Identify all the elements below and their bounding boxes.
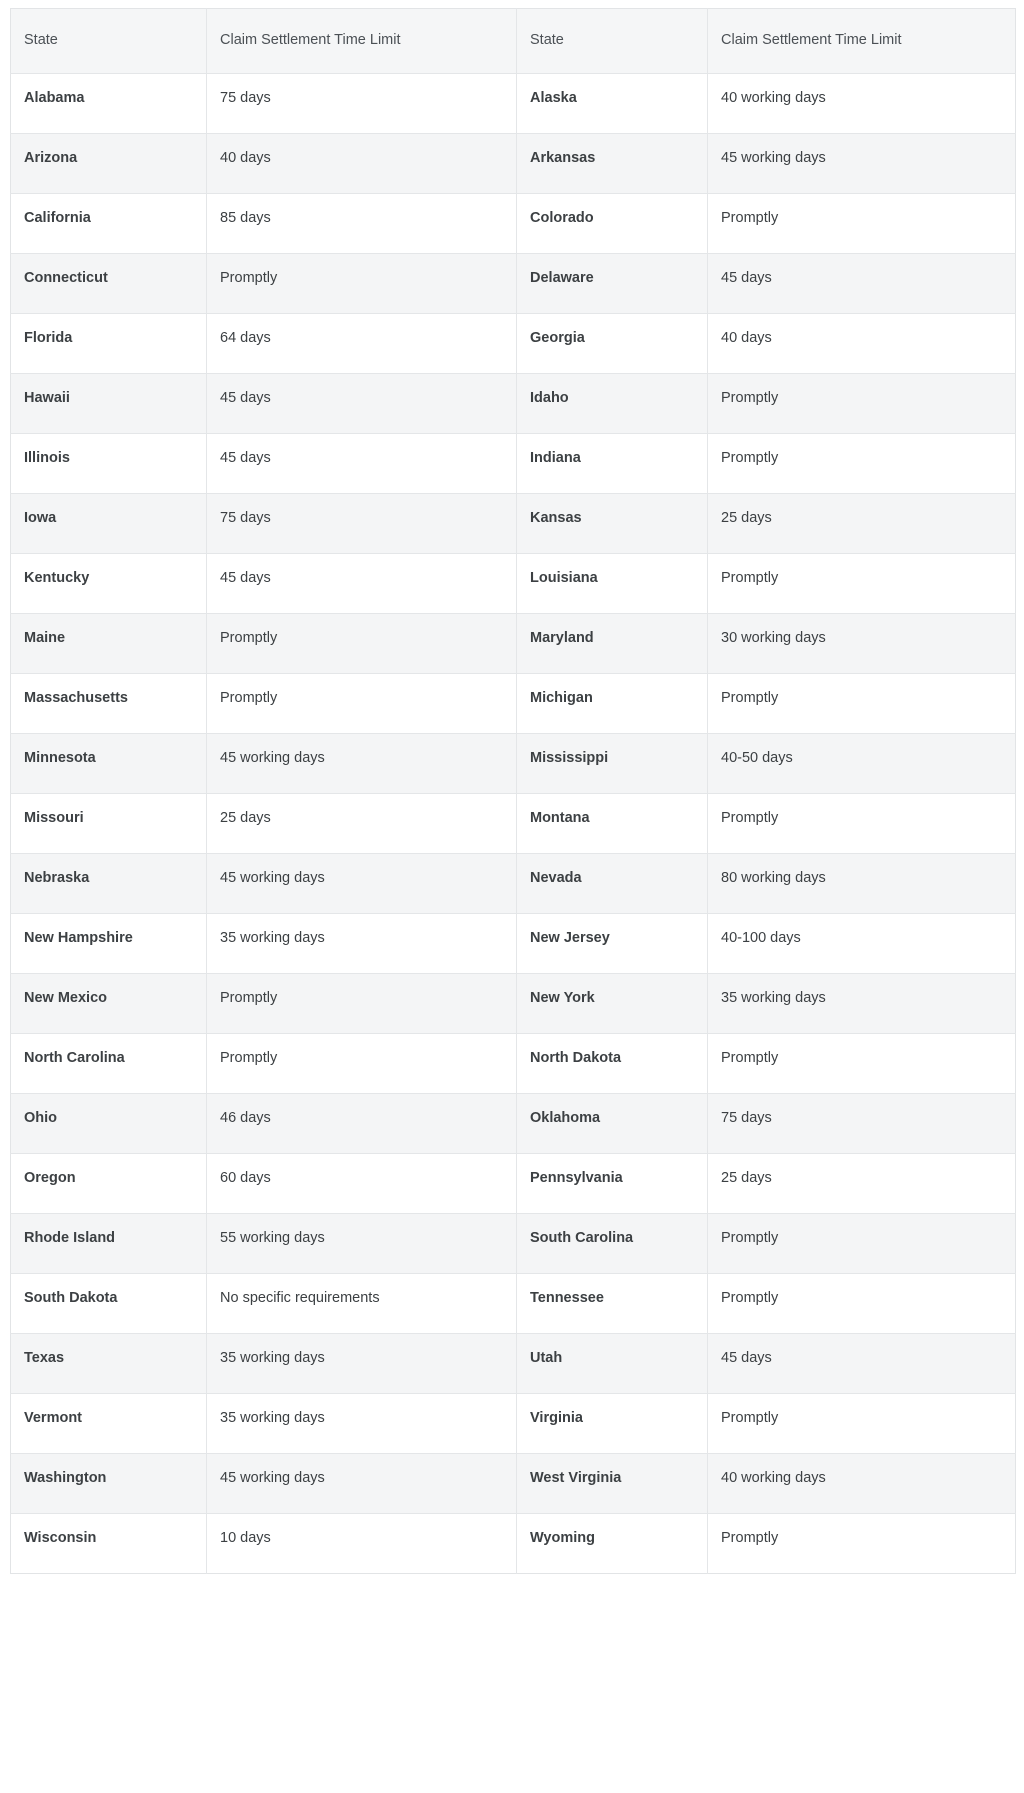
cell-claim-settlement-time-limit-left: 85 days	[207, 194, 517, 254]
cell-state-right: Nevada	[517, 854, 708, 914]
table-row	[11, 854, 1016, 914]
cell-claim-settlement-time-limit-left: 60 days	[207, 1154, 517, 1214]
cell-state-right: Arkansas	[517, 134, 708, 194]
cell-claim-settlement-time-limit-left: 10 days	[207, 1514, 517, 1574]
cell-state-right: Alaska	[517, 74, 708, 134]
cell-state-left: Maine	[11, 614, 207, 674]
cell-claim-settlement-time-limit-right: 35 working days	[708, 974, 1016, 1034]
cell-claim-settlement-time-limit-right: Promptly	[708, 1214, 1016, 1274]
table-row	[11, 314, 1016, 374]
cell-claim-settlement-time-limit-left: 75 days	[207, 494, 517, 554]
cell-state-left: Minnesota	[11, 734, 207, 794]
cell-state-right: Montana	[517, 794, 708, 854]
cell-claim-settlement-time-limit-right: Promptly	[708, 1514, 1016, 1574]
cell-claim-settlement-time-limit-left: Promptly	[207, 674, 517, 734]
cell-state-left: Nebraska	[11, 854, 207, 914]
cell-state-left: Missouri	[11, 794, 207, 854]
cell-claim-settlement-time-limit-right: 45 working days	[708, 134, 1016, 194]
table-row	[11, 734, 1016, 794]
cell-claim-settlement-time-limit-left: 45 working days	[207, 1454, 517, 1514]
table-row	[11, 1514, 1016, 1574]
cell-state-right: Georgia	[517, 314, 708, 374]
cell-state-left: California	[11, 194, 207, 254]
cell-claim-settlement-time-limit-left: 64 days	[207, 314, 517, 374]
cell-state-right: Indiana	[517, 434, 708, 494]
cell-state-right: Louisiana	[517, 554, 708, 614]
table-row	[11, 974, 1016, 1034]
cell-claim-settlement-time-limit-right: 25 days	[708, 1154, 1016, 1214]
cell-claim-settlement-time-limit-right: 45 days	[708, 1334, 1016, 1394]
table-row	[11, 1454, 1016, 1514]
cell-state-right: Kansas	[517, 494, 708, 554]
cell-claim-settlement-time-limit-left: 40 days	[207, 134, 517, 194]
cell-state-right: New Jersey	[517, 914, 708, 974]
cell-claim-settlement-time-limit-right: 40 working days	[708, 1454, 1016, 1514]
cell-claim-settlement-time-limit-right: 40-100 days	[708, 914, 1016, 974]
column-header-state-left: State	[11, 9, 207, 74]
cell-claim-settlement-time-limit-right: Promptly	[708, 554, 1016, 614]
cell-claim-settlement-time-limit-left: 45 working days	[207, 734, 517, 794]
cell-state-right: Idaho	[517, 374, 708, 434]
cell-claim-settlement-time-limit-right: 40-50 days	[708, 734, 1016, 794]
cell-state-left: Rhode Island	[11, 1214, 207, 1274]
table-row	[11, 1394, 1016, 1454]
cell-claim-settlement-time-limit-left: Promptly	[207, 974, 517, 1034]
cell-claim-settlement-time-limit-left: 55 working days	[207, 1214, 517, 1274]
table-row	[11, 1334, 1016, 1394]
cell-claim-settlement-time-limit-right: 25 days	[708, 494, 1016, 554]
cell-claim-settlement-time-limit-left: Promptly	[207, 254, 517, 314]
cell-state-left: Kentucky	[11, 554, 207, 614]
cell-claim-settlement-time-limit-left: 75 days	[207, 74, 517, 134]
table-header	[11, 9, 1016, 74]
cell-state-right: West Virginia	[517, 1454, 708, 1514]
cell-claim-settlement-time-limit-left: 45 days	[207, 374, 517, 434]
cell-claim-settlement-time-limit-right: Promptly	[708, 674, 1016, 734]
cell-state-left: Massachusetts	[11, 674, 207, 734]
cell-state-right: Pennsylvania	[517, 1154, 708, 1214]
table-row	[11, 74, 1016, 134]
cell-state-left: Arizona	[11, 134, 207, 194]
table-row	[11, 614, 1016, 674]
cell-state-left: Wisconsin	[11, 1514, 207, 1574]
cell-state-left: Hawaii	[11, 374, 207, 434]
table-row	[11, 914, 1016, 974]
cell-state-left: North Carolina	[11, 1034, 207, 1094]
cell-state-left: Alabama	[11, 74, 207, 134]
cell-claim-settlement-time-limit-left: Promptly	[207, 614, 517, 674]
cell-state-left: South Dakota	[11, 1274, 207, 1334]
cell-state-left: Oregon	[11, 1154, 207, 1214]
cell-claim-settlement-time-limit-right: Promptly	[708, 1394, 1016, 1454]
cell-state-left: Vermont	[11, 1394, 207, 1454]
cell-state-left: Washington	[11, 1454, 207, 1514]
cell-claim-settlement-time-limit-left: 25 days	[207, 794, 517, 854]
table-row	[11, 434, 1016, 494]
table-body	[11, 74, 1016, 1574]
cell-state-right: Michigan	[517, 674, 708, 734]
table-row	[11, 254, 1016, 314]
cell-state-right: North Dakota	[517, 1034, 708, 1094]
cell-claim-settlement-time-limit-left: 45 working days	[207, 854, 517, 914]
cell-state-right: Oklahoma	[517, 1094, 708, 1154]
table-row	[11, 494, 1016, 554]
cell-claim-settlement-time-limit-left: 45 days	[207, 554, 517, 614]
claim-settlement-time-limits-table	[10, 8, 1016, 1574]
cell-state-right: Wyoming	[517, 1514, 708, 1574]
table-row	[11, 794, 1016, 854]
cell-claim-settlement-time-limit-left: 35 working days	[207, 1394, 517, 1454]
table-row	[11, 1214, 1016, 1274]
column-header-claim-settlement-time-limit-left: Claim Settlement Time Limit	[207, 9, 517, 74]
cell-state-left: Ohio	[11, 1094, 207, 1154]
cell-state-right: Mississippi	[517, 734, 708, 794]
cell-claim-settlement-time-limit-right: Promptly	[708, 194, 1016, 254]
column-header-state-right: State	[517, 9, 708, 74]
cell-claim-settlement-time-limit-right: Promptly	[708, 374, 1016, 434]
cell-claim-settlement-time-limit-left: 45 days	[207, 434, 517, 494]
cell-state-right: South Carolina	[517, 1214, 708, 1274]
cell-state-left: Florida	[11, 314, 207, 374]
cell-claim-settlement-time-limit-left: Promptly	[207, 1034, 517, 1094]
table-row	[11, 674, 1016, 734]
table-row	[11, 1034, 1016, 1094]
cell-claim-settlement-time-limit-left: No specific requirements	[207, 1274, 517, 1334]
table-row	[11, 554, 1016, 614]
cell-claim-settlement-time-limit-right: 40 days	[708, 314, 1016, 374]
column-header-claim-settlement-time-limit-right: Claim Settlement Time Limit	[708, 9, 1016, 74]
cell-state-right: Virginia	[517, 1394, 708, 1454]
cell-claim-settlement-time-limit-right: 45 days	[708, 254, 1016, 314]
table-row	[11, 1094, 1016, 1154]
cell-claim-settlement-time-limit-right: 80 working days	[708, 854, 1016, 914]
table-row	[11, 134, 1016, 194]
table-row	[11, 1154, 1016, 1214]
cell-state-left: Connecticut	[11, 254, 207, 314]
cell-claim-settlement-time-limit-left: 35 working days	[207, 914, 517, 974]
cell-state-right: Delaware	[517, 254, 708, 314]
cell-claim-settlement-time-limit-right: 40 working days	[708, 74, 1016, 134]
table-header-row	[11, 9, 1016, 74]
cell-claim-settlement-time-limit-left: 46 days	[207, 1094, 517, 1154]
cell-state-right: New York	[517, 974, 708, 1034]
cell-claim-settlement-time-limit-left: 35 working days	[207, 1334, 517, 1394]
cell-claim-settlement-time-limit-right: Promptly	[708, 794, 1016, 854]
cell-claim-settlement-time-limit-right: Promptly	[708, 434, 1016, 494]
cell-state-right: Colorado	[517, 194, 708, 254]
cell-state-left: Texas	[11, 1334, 207, 1394]
cell-state-right: Tennessee	[517, 1274, 708, 1334]
cell-claim-settlement-time-limit-right: Promptly	[708, 1274, 1016, 1334]
cell-claim-settlement-time-limit-right: 30 working days	[708, 614, 1016, 674]
cell-state-left: Illinois	[11, 434, 207, 494]
cell-state-right: Utah	[517, 1334, 708, 1394]
cell-claim-settlement-time-limit-right: 75 days	[708, 1094, 1016, 1154]
cell-claim-settlement-time-limit-right: Promptly	[708, 1034, 1016, 1094]
cell-state-left: New Mexico	[11, 974, 207, 1034]
table-row	[11, 1274, 1016, 1334]
cell-state-left: Iowa	[11, 494, 207, 554]
cell-state-right: Maryland	[517, 614, 708, 674]
table-row	[11, 374, 1016, 434]
cell-state-left: New Hampshire	[11, 914, 207, 974]
table-row	[11, 194, 1016, 254]
